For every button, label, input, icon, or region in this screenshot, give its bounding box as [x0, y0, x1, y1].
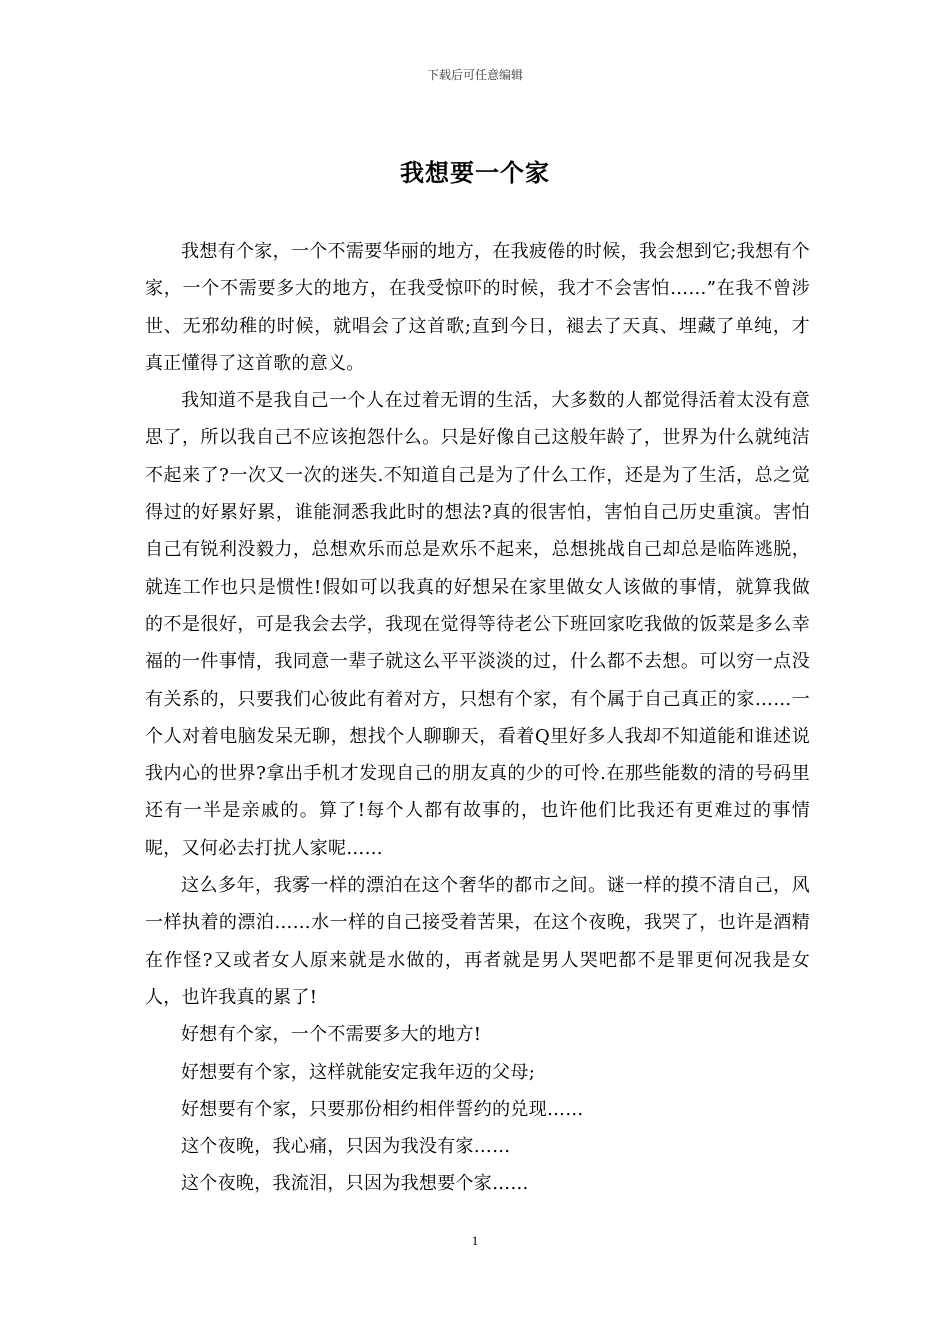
header-note: 下载后可任意编辑 [426, 68, 523, 82]
paragraph: 这个夜晚，我流泪，只因为我想要个家…… [181, 1173, 529, 1195]
paragraph: 这么多年，我雾一样的漂泊在这个奢华的都市之间。谜一样的摸不清自己，风一样执着的漂泊……水一样的自己接受着苦果，在这个夜晚，我哭了，也许是酒精在作怪?又或者女人原来就是水做的，再者就是男人哭吧都不是罪更何况我是女人，也许我真的累了! [145, 875, 810, 1008]
paragraph: 好想有个家，一个不需要多大的地方! [181, 1024, 482, 1046]
paragraph: 我想有个家，一个不需要华丽的地方，在我疲倦的时候，我会想到它;我想有个家，一个不需要多大的地方，在我受惊吓的时候，我才不会害怕……”在我不曾涉世、无邪幼稚的时候，就唱会了这首歌;直到今日，褪去了天真、埋藏了单纯，才真正懂得了这首歌的意义。 [145, 241, 810, 374]
paragraph: 我知道不是我自己一个人在过着无谓的生活，大多数的人都觉得活着太没有意思了，所以我自己不应该抱怨什么。只是好像自己这般年龄了，世界为什么就纯洁不起来了?一次又一次的迷失.不知道自己是为了什么工作，还是为了生活，总之觉得过的好累好累，谁能洞悉我此时的想法?真的很害怕，害怕自己历史重演。害怕自己有锐利没毅力，总想欢乐而总是欢乐不起来，总想挑战自己却总是临阵逃脱，就连工作也只是惯性!假如可以我真的好想呆在家里做女人该做的事情，就算我做的不是很好，可是我会去学，我现在觉得等待老公下班回家吃我做的饭菜是多么幸福的一件事情，我同意一辈子就这么平平淡淡的过，什么都不去想。可以穷一点没有关系的，只要我们心彼此有着对方，只想有个家，有个属于自己真正的家……一个人对着电脑发呆无聊，想找个人聊聊天，看着Q里好多人我却不知道能和谁述说我内心的世界?拿出手机才发现自己的朋友真的少的可怜.在那些能数的清的号码里还有一半是亲戚的。算了!每个人都有故事的，也许他们比我还有更难过的事情呢，又何必去打扰人家呢…… [145, 390, 810, 859]
paragraph: 好想要有个家，这样就能安定我年迈的父母; [181, 1061, 536, 1083]
page-title: 我想要一个家 [400, 159, 550, 187]
paragraph: 这个夜晚，我心痛，只因为我没有家…… [181, 1136, 511, 1158]
article-body [145, 233, 810, 1203]
page-number: 1 [471, 1233, 479, 1248]
paragraph: 好想要有个家，只要那份相约相伴誓约的兑现…… [181, 1098, 584, 1120]
